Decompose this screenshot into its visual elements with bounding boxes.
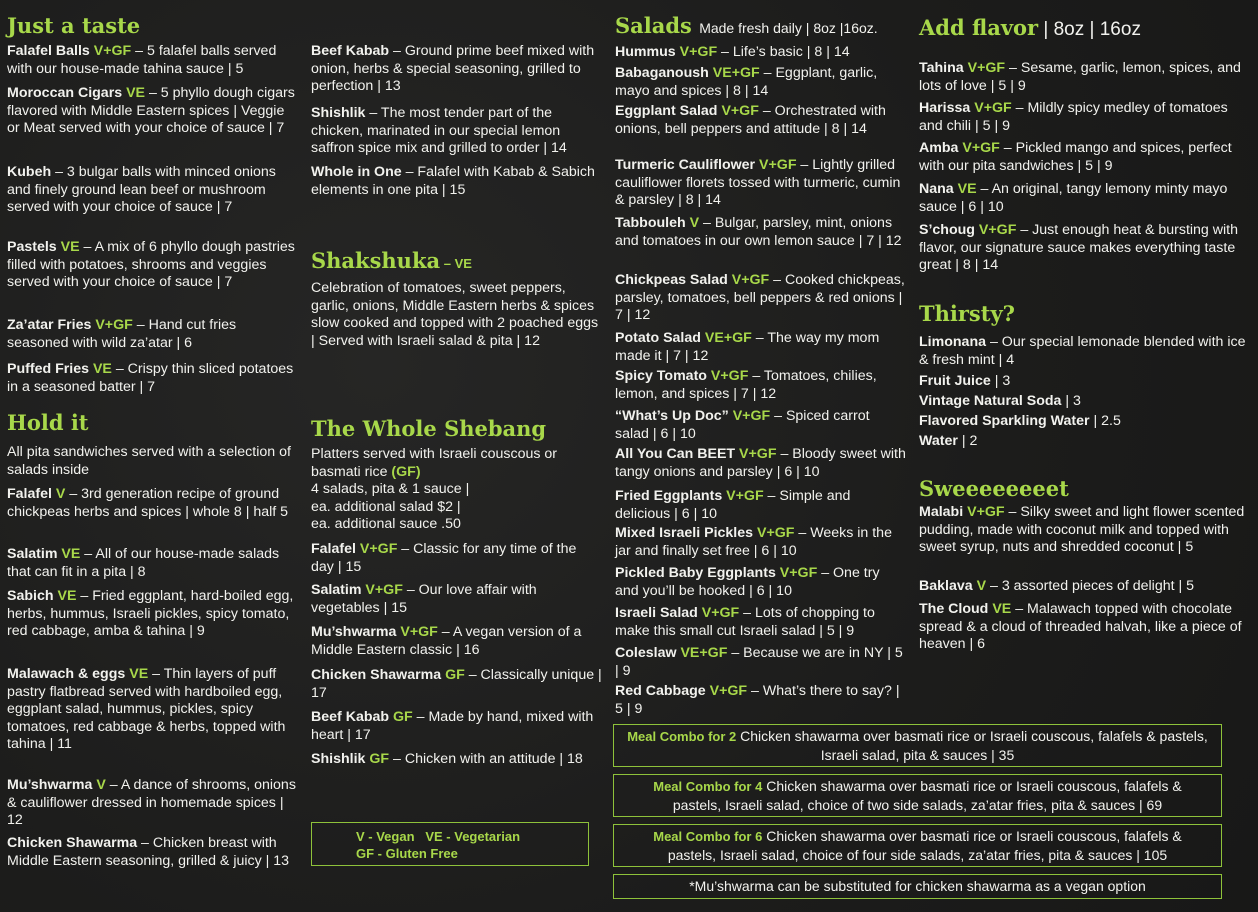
meal-combo-2: Meal Combo for 2 Chicken shawarma over basmati rice or Israeli couscous, falafels & pastels, Israeli salad, pita & sauces | 35 xyxy=(613,724,1222,767)
meal-combo-4: Meal Combo for 4 Chicken shawarma over basmati rice or Israeli couscous, falafels & pastels, Israeli salad, choice of two side salads, za’atar fries, pita & sauces | 69 xyxy=(613,774,1222,817)
menu-item: Moroccan Cigars VE – 5 phyllo dough cigars flavored with Middle Eastern spices | Veggie or Meat served with your choice of sauce | 7 xyxy=(7,85,295,136)
menu-item: S’choug V+GF – Just enough heat & bursting with flavor, our signature sauce makes everything taste great | 8 | 14 xyxy=(919,222,1238,273)
menu-item: Mixed Israeli Pickles V+GF – Weeks in the jar and finally set free | 6 | 10 xyxy=(615,525,892,559)
menu-item: Chicken Shawarma – Chicken breast with Middle Eastern seasoning, grilled & juicy | 13 xyxy=(7,835,290,869)
menu-item: Malabi V+GF – Silky sweet and light flower scented pudding, made with coconut milk and topped with sweet syrup, nuts and shredded coconut | 5 xyxy=(919,504,1245,555)
menu-item: Malawach & eggs VE – Thin layers of puff pastry flatbread served with hardboiled egg, eggplant salad, hummus, pickles, spicy tomatoes, red cabbage & herbs, topped with tahina | 11 xyxy=(7,666,286,752)
menu-item: “What’s Up Doc” V+GF – Spiced carrot salad | 6 | 10 xyxy=(615,408,870,442)
heading-whole-shebang: The Whole Shebang xyxy=(311,416,547,441)
menu-item: Falafel Balls V+GF – 5 falafel balls served with our house-made tahina sauce | 5 xyxy=(7,43,277,77)
menu-item: Beef Kabab – Ground prime beef mixed with onion, herbs & special seasoning, grilled to perfection | 13 xyxy=(311,43,595,94)
menu-item: Mu’shwarma V – A dance of shrooms, onions & cauliflower dressed in homemade spices | 12 xyxy=(7,777,296,828)
menu-item: Shishlik – The most tender part of the chicken, marinated in our special lemon saffron spice mix and grilled to order | 14 xyxy=(311,105,567,156)
shebang-description: Platters served with Israeli couscous or basmati rice (GF) 4 salads, pita & 1 sauce | ea. additional salad $2 | ea. additional sauce .50 xyxy=(311,446,558,532)
dietary-legend: V - Vegan VE - Vegetarian GF - Gluten Free xyxy=(311,822,589,866)
mushwarma-footnote: *Mu’shwarma can be substituted for chicken shawarma as a vegan option xyxy=(613,874,1222,899)
menu-item: Israeli Salad V+GF – Lots of chopping to make this small cut Israeli salad | 5 | 9 xyxy=(615,605,875,639)
menu-item: Harissa V+GF – Mildly spicy medley of tomatoes and chili | 5 | 9 xyxy=(919,100,1228,134)
heading-thirsty: Thirsty? xyxy=(919,301,1015,326)
menu-item: Coleslaw VE+GF – Because we are in NY | 5 | 9 xyxy=(615,645,903,679)
menu-item: Pastels VE – A mix of 6 phyllo dough pastries filled with potatoes, shrooms and veggies served with your choice of sauce | 7 xyxy=(7,239,295,290)
menu-item: Limonana – Our special lemonade blended with ice & fresh mint | 4 xyxy=(919,334,1246,368)
menu-item: Falafel V – 3rd generation recipe of ground chickpeas herbs and spices | whole 8 | half 5 xyxy=(7,486,289,520)
menu-item: Puffed Fries VE – Crispy thin sliced potatoes in a seasoned batter | 7 xyxy=(7,361,294,395)
menu-item: Beef Kabab GF – Made by hand, mixed with heart | 17 xyxy=(311,709,594,743)
heading-shakshuka: Shakshuka – VE xyxy=(311,248,472,273)
menu-item: Spicy Tomato V+GF – Tomatoes, chilies, lemon, and spices | 7 | 12 xyxy=(615,368,877,402)
menu-item: Fried Eggplants V+GF – Simple and delicious | 6 | 10 xyxy=(615,488,851,522)
menu-item: Eggplant Salad V+GF – Orchestrated with onions, bell peppers and attitude | 8 | 14 xyxy=(615,103,886,137)
menu-item: Mu’shwarma V+GF – A vegan version of a Middle Eastern classic | 16 xyxy=(311,624,582,658)
menu-item: Falafel V+GF – Classic for any time of the day | 15 xyxy=(311,541,577,575)
menu-item: Vintage Natural Soda | 3 xyxy=(919,393,1081,409)
hold-it-intro: All pita sandwiches served with a selection of salads inside xyxy=(7,444,291,478)
menu-item: Hummus V+GF – Life’s basic | 8 | 14 xyxy=(615,44,850,60)
menu-item: Potato Salad VE+GF – The way my mom made it | 7 | 12 xyxy=(615,330,880,364)
heading-salads: Salads Made fresh daily | 8oz |16oz. xyxy=(615,13,878,38)
menu-item: Chicken Shawarma GF – Classically unique | 17 xyxy=(311,667,602,701)
menu-item: Amba V+GF – Pickled mango and spices, perfect with our pita sandwiches | 5 | 9 xyxy=(919,140,1232,174)
menu-item: Sabich VE – Fried eggplant, hard-boiled egg, herbs, hummus, Israeli pickles, spicy tomato, red cabbage, amba & tahina | 9 xyxy=(7,588,294,639)
menu-item: Tabbouleh V – Bulgar, parsley, mint, onions and tomatoes in our own lemon sauce | 7 | 12 xyxy=(615,215,902,249)
menu-item: Nana VE – An original, tangy lemony minty mayo sauce | 6 | 10 xyxy=(919,181,1228,215)
menu-item: Salatim V+GF – Our love affair with vegetables | 15 xyxy=(311,582,537,616)
menu-item: Turmeric Cauliflower V+GF – Lightly grilled cauliflower florets tossed with turmeric, cumin & parsley | 8 | 14 xyxy=(615,157,901,208)
menu-item: All You Can BEET V+GF – Bloody sweet with tangy onions and parsley | 6 | 10 xyxy=(615,446,906,480)
menu-item: Za’atar Fries V+GF – Hand cut fries seasoned with wild za’atar | 6 xyxy=(7,317,237,351)
menu-item: Baklava V – 3 assorted pieces of delight | 5 xyxy=(919,578,1195,594)
heading-just-a-taste: Just a taste xyxy=(7,13,141,38)
heading-sweet: Sweeeeeeeet xyxy=(919,476,1069,501)
menu-item: Fruit Juice | 3 xyxy=(919,373,1011,389)
heading-add-flavor: Add flavor | 8oz | 16oz xyxy=(919,15,1141,40)
menu-item: Whole in One – Falafel with Kabab & Sabich elements in one pita | 15 xyxy=(311,164,595,198)
menu-item: Babaganoush VE+GF – Eggplant, garlic, mayo and spices | 8 | 14 xyxy=(615,65,878,99)
menu-item: Salatim VE – All of our house-made salads that can fit in a pita | 8 xyxy=(7,546,280,580)
menu-item: The Cloud VE – Malawach topped with chocolate spread & a cloud of threaded halvah, like a piece of heaven | 6 xyxy=(919,601,1242,652)
menu-item: Red Cabbage V+GF – What’s there to say? | 5 | 9 xyxy=(615,683,900,717)
menu-item: Flavored Sparkling Water | 2.5 xyxy=(919,413,1121,429)
menu-item: Water | 2 xyxy=(919,433,978,449)
heading-hold-it: Hold it xyxy=(7,410,89,435)
menu-item: Shishlik GF – Chicken with an attitude | 18 xyxy=(311,751,583,767)
menu-item: Tahina V+GF – Sesame, garlic, lemon, spices, and lots of love | 5 | 9 xyxy=(919,60,1241,94)
menu-item: Chickpeas Salad V+GF – Cooked chickpeas, parsley, tomatoes, bell peppers & red onions | 7 | 12 xyxy=(615,272,905,323)
menu-item: Pickled Baby Eggplants V+GF – One try and you’ll be hooked | 6 | 10 xyxy=(615,565,880,599)
meal-combo-6: Meal Combo for 6 Chicken shawarma over basmati rice or Israeli couscous, falafels & pastels, Israeli salad, choice of four side salads, za’atar fries, pita & sauces | 105 xyxy=(613,824,1222,867)
menu-item: Kubeh – 3 bulgar balls with minced onions and finely ground lean beef or mushroom served with your choice of sauce | 7 xyxy=(7,164,276,215)
shakshuka-description: Celebration of tomatoes, sweet peppers, garlic, onions, Middle Eastern herbs & spices slow cooked and topped with 2 poached eggs | Served with Israeli salad & pita | 12 xyxy=(311,280,599,349)
